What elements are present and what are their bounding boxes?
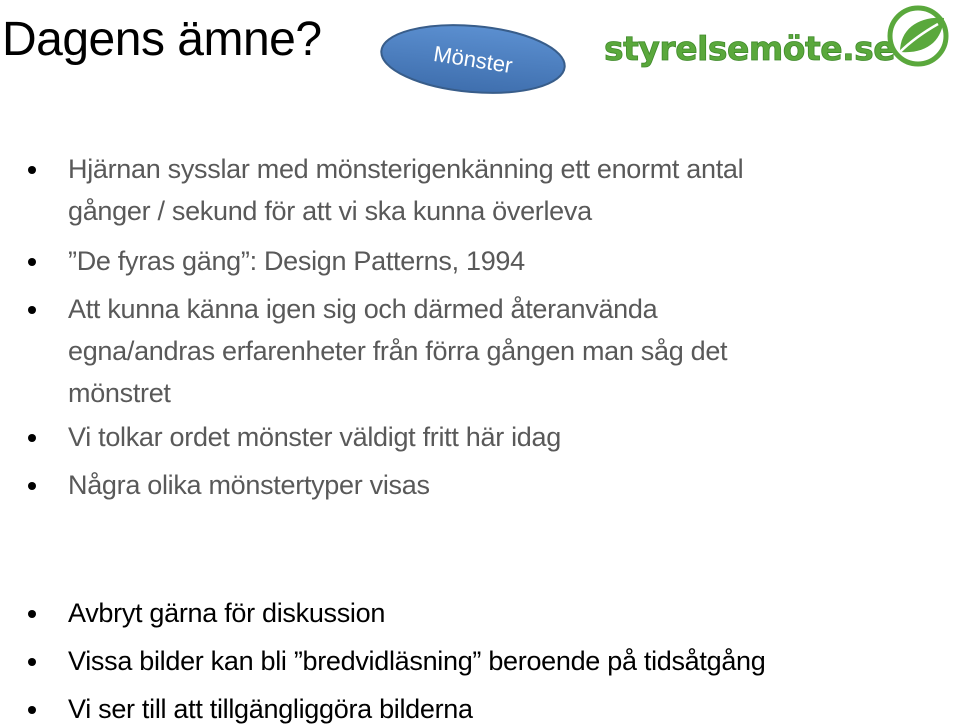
- bullet-line: Vi ser till att tillgängliggöra bilderna: [68, 694, 473, 724]
- bullet-dot: [28, 166, 36, 174]
- bullet-line: Hjärnan sysslar med mönsterigenkänning ett enormt antal: [68, 154, 744, 184]
- bullet-item: [68, 240, 928, 282]
- bullet-item: [68, 148, 928, 232]
- bullet-line: Några olika mönstertyper visas: [68, 470, 430, 500]
- badge-label: Mönster: [431, 40, 515, 79]
- bullet-dot: [28, 306, 36, 314]
- bullet-item: [68, 464, 928, 506]
- bullet-line: Vi tolkar ordet mönster väldigt fritt här idag: [68, 422, 561, 452]
- bullet-line: Att kunna känna igen sig och därmed återanvända: [68, 294, 658, 324]
- bullet-item: [68, 288, 928, 414]
- bullet-dot: [28, 658, 36, 666]
- logo-text: styrelsemöte.se: [604, 29, 896, 68]
- bullet-line: Vissa bilder kan bli ”bredvidläsning” beroende på tidsåtgång: [68, 646, 766, 676]
- bullet-dot: [28, 434, 36, 442]
- bullet-item: [68, 688, 928, 727]
- bullet-dot: [28, 258, 36, 266]
- bullet-item: [68, 640, 928, 682]
- slide-title: Dagens ämne?: [2, 13, 322, 66]
- bullet-line: gånger / sekund för att vi ska kunna överleva: [68, 196, 592, 226]
- bullet-dot: [28, 482, 36, 490]
- bullet-dot: [28, 706, 36, 714]
- bullet-line: egna/andras erfarenheter från förra gången man såg det: [68, 336, 728, 366]
- bullet-line: ”De fyras gäng”: Design Patterns, 1994: [68, 246, 525, 276]
- bullet-line: Avbryt gärna för diskussion: [68, 598, 386, 628]
- bullet-item: [68, 592, 928, 634]
- bullet-line: mönstret: [68, 378, 171, 408]
- bullet-item: [68, 416, 928, 458]
- bullet-dot: [28, 610, 36, 618]
